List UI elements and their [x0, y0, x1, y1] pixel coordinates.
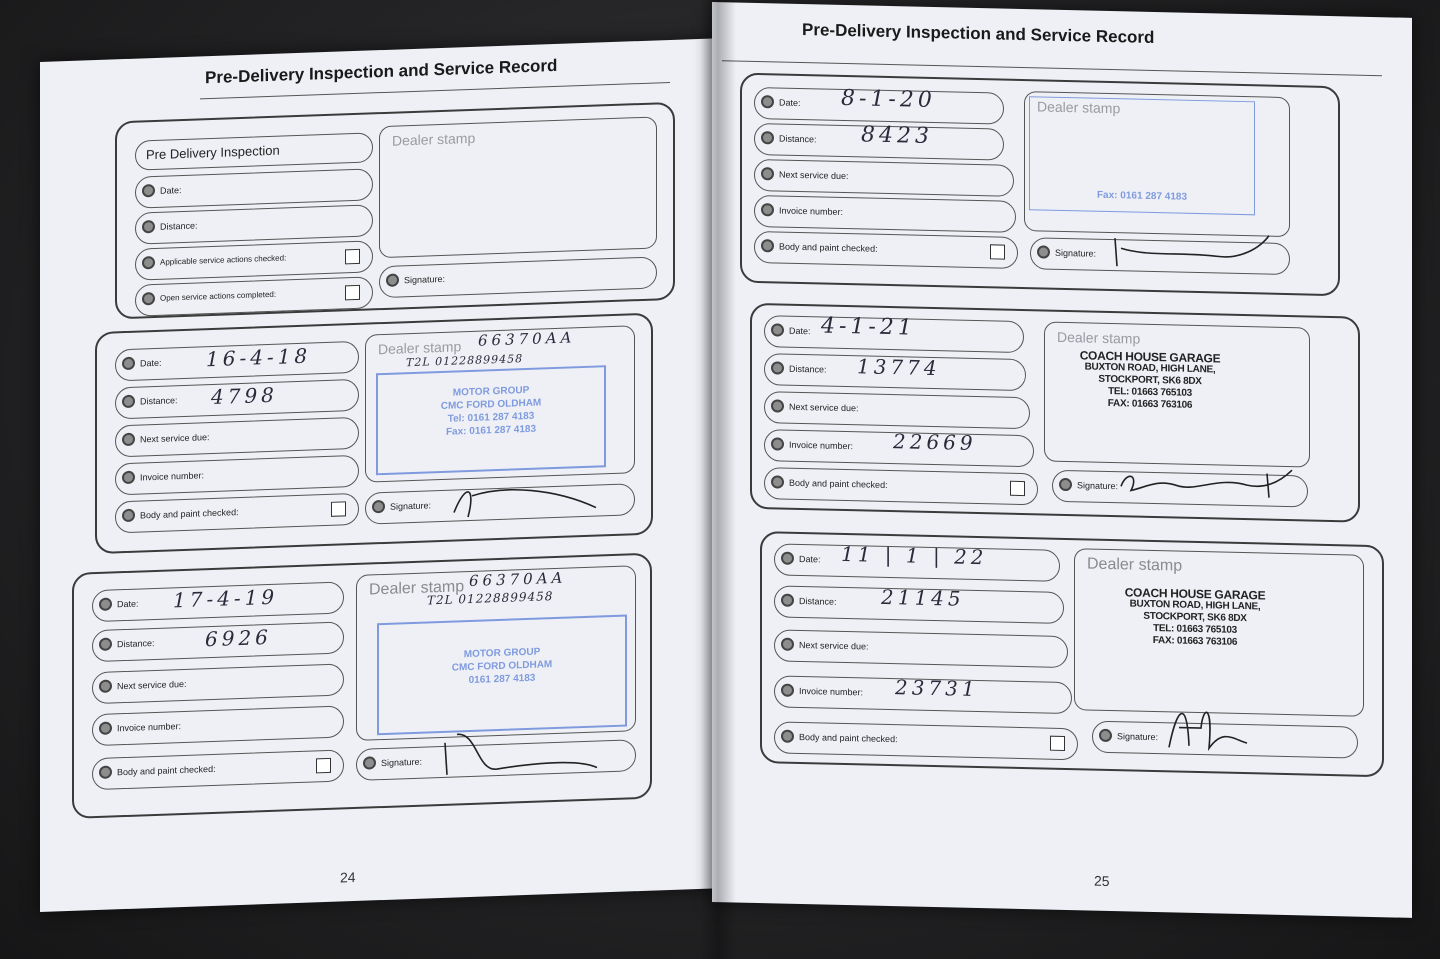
- bullet-icon: [771, 399, 784, 412]
- distance-label: Distance:: [799, 595, 837, 607]
- next-service-label: Next service due:: [117, 678, 187, 692]
- bullet-icon: [122, 509, 135, 522]
- service-record-4: [750, 303, 1360, 523]
- right-page: [712, 2, 1412, 918]
- distance-label: Distance:: [117, 638, 155, 650]
- bullet-icon: [781, 730, 794, 743]
- signature-scribble: [1117, 464, 1297, 508]
- bullet-icon: [363, 756, 376, 769]
- bullet-icon: [781, 594, 794, 607]
- date-value: 4-1-21: [821, 313, 916, 341]
- bullet-icon: [142, 292, 155, 305]
- date-label: Date:: [117, 598, 139, 610]
- dealer-stamp-box: [379, 116, 657, 258]
- body-paint-row[interactable]: [92, 749, 344, 790]
- bullet-icon: [122, 395, 135, 408]
- bullet-icon: [99, 721, 112, 734]
- body-paint-label: Body and paint checked:: [140, 507, 239, 521]
- dealer-stamp-label: Dealer stamp: [1037, 98, 1121, 117]
- distance-label: Distance:: [789, 363, 827, 375]
- invoice-value: 23731: [895, 675, 979, 702]
- signature-label: Signature:: [1077, 480, 1119, 492]
- distance-row[interactable]: [92, 621, 344, 662]
- next-service-row[interactable]: [774, 629, 1068, 668]
- pdi-heading-row: [135, 132, 373, 170]
- distance-value: 13774: [857, 354, 941, 381]
- distance-label: Distance:: [160, 220, 198, 232]
- left-page: [40, 38, 730, 912]
- signature-scribble: [1109, 226, 1279, 276]
- distance-value: 4798: [211, 382, 278, 410]
- invoice-label: Invoice number:: [799, 685, 864, 698]
- bullet-icon: [761, 131, 774, 144]
- signature-row[interactable]: [356, 739, 636, 781]
- bullet-icon: [761, 203, 774, 216]
- bullet-icon: [142, 256, 155, 269]
- bullet-icon: [781, 638, 794, 651]
- service-record-3: [740, 73, 1340, 297]
- stamp-code: 66370AA: [469, 568, 567, 591]
- bullet-icon: [761, 239, 774, 252]
- dealer-stamp-label: Dealer stamp: [369, 578, 465, 599]
- invoice-label: Invoice number:: [779, 205, 844, 217]
- dealer-blue-stamp: MOTOR GROUP CMC FORD OLDHAM 0161 287 4183: [377, 615, 627, 736]
- open-actions-checkbox[interactable]: [345, 285, 360, 301]
- service-record-5: [760, 531, 1384, 777]
- date-value: 16-4-18: [206, 343, 312, 372]
- dealer-stamp-box: [356, 565, 636, 741]
- signature-scribble: [446, 477, 606, 525]
- pdi-heading: Pre Delivery Inspection: [146, 142, 280, 163]
- invoice-row[interactable]: [774, 675, 1072, 714]
- pdi-distance-row[interactable]: [135, 204, 373, 244]
- body-paint-checkbox[interactable]: [1050, 736, 1065, 751]
- bullet-icon: [99, 597, 112, 610]
- page-number: 24: [340, 868, 356, 886]
- distance-label: Distance:: [140, 395, 178, 407]
- date-row[interactable]: [115, 341, 359, 382]
- bullet-icon: [142, 184, 155, 197]
- invoice-row[interactable]: [764, 429, 1034, 467]
- invoice-row[interactable]: [92, 705, 344, 746]
- body-paint-row[interactable]: [754, 231, 1018, 269]
- pdi-section: [115, 102, 675, 320]
- next-service-row[interactable]: [754, 159, 1014, 197]
- date-row[interactable]: [764, 315, 1024, 353]
- pdi-date-row[interactable]: [135, 168, 373, 208]
- page-title: Pre-Delivery Inspection and Service Record: [802, 20, 1155, 48]
- distance-value: 21145: [881, 584, 965, 611]
- date-row[interactable]: [92, 581, 344, 622]
- date-label: Date:: [140, 357, 162, 369]
- bullet-icon: [781, 552, 794, 565]
- bullet-icon: [1059, 478, 1072, 491]
- bullet-icon: [781, 684, 794, 697]
- bullet-icon: [99, 765, 112, 778]
- dealer-stamp-label: Dealer stamp: [378, 338, 462, 358]
- body-paint-row[interactable]: [115, 493, 359, 534]
- service-actions-label: Applicable service actions checked:: [160, 253, 287, 267]
- body-paint-row[interactable]: [774, 721, 1078, 760]
- signature-label: Signature:: [381, 756, 423, 769]
- dealer-stamp-box: [1044, 322, 1310, 468]
- date-label: Date:: [779, 97, 801, 109]
- pdi-signature-row[interactable]: [379, 256, 657, 298]
- body-paint-label: Body and paint checked:: [799, 731, 898, 745]
- signature-label: Signature:: [390, 500, 432, 512]
- bullet-icon: [761, 167, 774, 180]
- invoice-label: Invoice number:: [789, 439, 854, 452]
- date-value: 8-1-20: [841, 85, 936, 114]
- dealer-blue-stamp: MOTOR GROUP CMC FORD OLDHAM Tel: 0161 287 4183 Fax: 0161 287 4183: [376, 365, 606, 475]
- signature-label: Signature:: [404, 273, 446, 286]
- bullet-icon: [771, 475, 784, 488]
- distance-row[interactable]: [774, 585, 1064, 624]
- signature-scribble: [1163, 697, 1253, 757]
- bullet-icon: [1099, 729, 1112, 742]
- invoice-label: Invoice number:: [117, 721, 182, 734]
- service-actions-checkbox[interactable]: [345, 249, 360, 265]
- next-service-label: Next service due:: [789, 401, 859, 414]
- date-label: Date:: [799, 553, 821, 565]
- body-paint-checkbox[interactable]: [1010, 481, 1025, 496]
- bullet-icon: [761, 95, 774, 108]
- bullet-icon: [771, 437, 784, 450]
- body-paint-label: Body and paint checked:: [779, 241, 878, 254]
- dealer-blue-stamp: Fax: 0161 287 4183: [1029, 96, 1255, 215]
- date-value: 11 | 1 | 22: [841, 541, 988, 570]
- service-record-2: [72, 553, 652, 819]
- bullet-icon: [1037, 245, 1050, 258]
- bullet-icon: [386, 273, 399, 286]
- signature-row[interactable]: [1052, 470, 1308, 508]
- dealer-stamp-label: Dealer stamp: [1087, 555, 1183, 575]
- date-row[interactable]: [754, 87, 1004, 125]
- signature-label: Signature:: [1055, 247, 1097, 259]
- distance-label: Distance:: [779, 133, 817, 145]
- body-paint-checkbox[interactable]: [331, 501, 346, 517]
- distance-row[interactable]: [764, 353, 1026, 391]
- invoice-row[interactable]: [754, 195, 1016, 233]
- signature-label: Signature:: [1117, 731, 1159, 743]
- distance-row[interactable]: [115, 379, 359, 420]
- bullet-icon: [122, 357, 135, 370]
- body-paint-checkbox[interactable]: [316, 758, 331, 774]
- bullet-icon: [122, 471, 135, 484]
- distance-row[interactable]: [754, 123, 1004, 161]
- body-paint-checkbox[interactable]: [990, 244, 1005, 259]
- next-service-label: Next service due:: [140, 432, 210, 445]
- bullet-icon: [372, 500, 385, 513]
- dealer-stamp-label: Dealer stamp: [1057, 328, 1141, 347]
- page-number: 25: [1094, 872, 1110, 890]
- dealer-stamp-box: [1074, 548, 1364, 717]
- distance-value: 6926: [205, 624, 272, 652]
- next-service-label: Next service due:: [799, 639, 869, 652]
- body-paint-label: Body and paint checked:: [117, 763, 216, 778]
- open-actions-label: Open service actions completed:: [160, 289, 277, 303]
- dealer-stamp-box: [365, 325, 635, 482]
- body-paint-label: Body and paint checked:: [789, 477, 888, 490]
- garage-stamp: COACH HOUSE GARAGE BUXTON ROAD, HIGH LANE, STOCKPORT, SK6 8DX TEL: 01663 765103 FAX: 01663 763106: [1079, 348, 1221, 411]
- stamp-phone: T2L 01228899458: [406, 352, 524, 370]
- book-gutter: [700, 0, 736, 959]
- stamp-phone: T2L 01228899458: [427, 589, 554, 608]
- stamp-code: 66370AA: [478, 328, 576, 350]
- next-service-row[interactable]: [764, 391, 1030, 429]
- service-record-1: [95, 313, 653, 554]
- next-service-row[interactable]: [115, 417, 359, 458]
- next-service-row[interactable]: [92, 663, 344, 704]
- bullet-icon: [771, 323, 784, 336]
- signature-row[interactable]: [365, 483, 635, 524]
- signature-scribble: [437, 717, 607, 779]
- dealer-stamp-label: Dealer stamp: [392, 129, 476, 149]
- date-value: 17-4-19: [173, 584, 279, 613]
- bullet-icon: [771, 361, 784, 374]
- signature-row[interactable]: [1030, 237, 1290, 275]
- date-row[interactable]: [774, 543, 1060, 581]
- signature-row[interactable]: [1092, 721, 1358, 759]
- garage-stamp: COACH HOUSE GARAGE BUXTON ROAD, HIGH LANE, STOCKPORT, SK6 8DX TEL: 01663 765103 FAX: 01663 763106: [1124, 585, 1266, 648]
- bullet-icon: [142, 220, 155, 233]
- next-service-label: Next service due:: [779, 169, 849, 182]
- pdi-open-actions-row[interactable]: [135, 276, 373, 316]
- pdi-service-actions-row[interactable]: [135, 240, 373, 280]
- date-label: Date:: [789, 325, 811, 337]
- distance-value: 8423: [861, 122, 933, 150]
- invoice-row[interactable]: [115, 455, 359, 496]
- date-label: Date:: [160, 185, 182, 196]
- bullet-icon: [99, 679, 112, 692]
- body-paint-row[interactable]: [764, 467, 1038, 505]
- bullet-icon: [99, 637, 112, 650]
- bullet-icon: [122, 433, 135, 446]
- dealer-stamp-box: [1024, 91, 1290, 237]
- page-title: Pre-Delivery Inspection and Service Record: [205, 55, 558, 88]
- invoice-value: 22669: [893, 429, 977, 456]
- invoice-label: Invoice number:: [140, 470, 205, 483]
